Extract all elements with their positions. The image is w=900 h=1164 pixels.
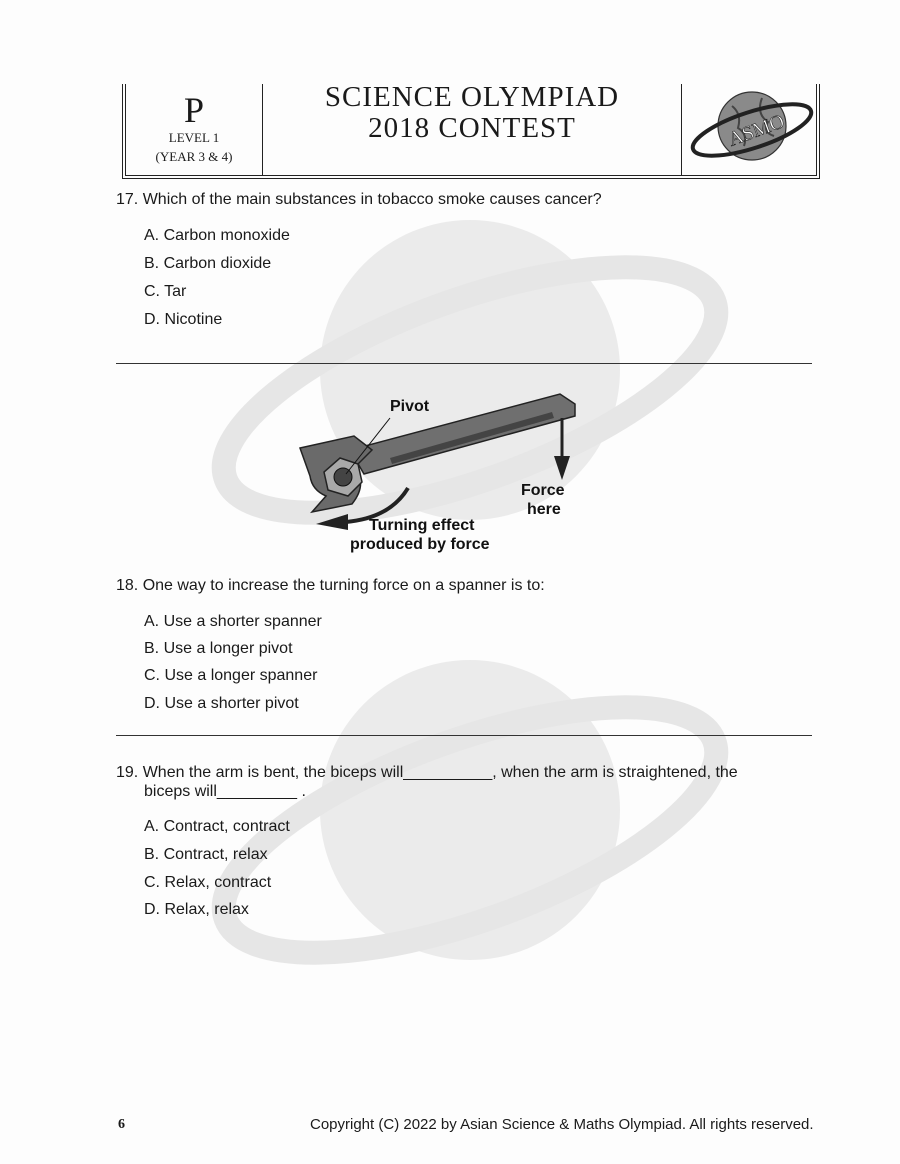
q17-option-a: A. Carbon monoxide <box>144 227 290 244</box>
year-label: (YEAR 3 & 4) <box>155 149 233 164</box>
paper-level-box <box>126 84 263 175</box>
contest-header <box>122 81 820 179</box>
question-19-text-line2: biceps will_________ . <box>144 783 306 800</box>
spanner-handle <box>350 394 575 474</box>
asmo-logo <box>682 84 816 175</box>
question-18-text: 18. One way to increase the turning force on a spanner is to: <box>116 577 545 594</box>
question-19-text-line1: 19. When the arm is bent, the biceps will__________, when the arm is straightened, the <box>116 764 738 781</box>
divider-1 <box>116 363 812 364</box>
level-label: LEVEL 1 <box>168 130 220 145</box>
logo-text: ASMO <box>725 110 788 151</box>
turning-arrow-head-icon <box>316 514 348 530</box>
q17-option-b: B. Carbon dioxide <box>144 255 272 272</box>
force-arrow-head-icon <box>554 456 570 480</box>
question-17-text: 17. Which of the main substances in tobacco smoke causes cancer? <box>116 191 602 208</box>
q19-option-b: B. Contract, relax <box>144 846 268 863</box>
pivot-bolt-icon <box>334 468 352 486</box>
label-force-line2: here <box>527 501 561 518</box>
label-turning-line1: Turning effect <box>369 517 475 534</box>
contest-title <box>263 81 682 175</box>
q18-option-b: B. Use a longer pivot <box>144 640 293 657</box>
q19-option-c: C. Relax, contract <box>144 874 272 891</box>
q19-option-a: A. Contract, contract <box>144 818 290 835</box>
title-line-1: SCIENCE OLYMPIAD <box>324 81 620 113</box>
q17-option-d: D. Nicotine <box>144 311 223 328</box>
q18-option-a: A. Use a shorter spanner <box>144 613 322 630</box>
q19-option-d: D. Relax, relax <box>144 901 249 918</box>
paper-letter: P <box>183 90 205 130</box>
spanner-diagram <box>290 388 590 558</box>
label-turning-line2: produced by force <box>350 536 490 553</box>
copyright-text: Copyright (C) 2022 by Asian Science & Maths Olympiad. All rights reserved. <box>310 1116 814 1133</box>
q18-option-d: D. Use a shorter pivot <box>144 695 299 712</box>
page-number: 6 <box>118 1117 125 1132</box>
q17-option-c: C. Tar <box>144 283 187 300</box>
title-line-2: 2018 CONTEST <box>368 112 576 144</box>
q18-option-c: C. Use a longer spanner <box>144 667 318 684</box>
label-pivot: Pivot <box>390 398 430 415</box>
label-force-line1: Force <box>521 482 565 499</box>
divider-2 <box>116 735 812 736</box>
